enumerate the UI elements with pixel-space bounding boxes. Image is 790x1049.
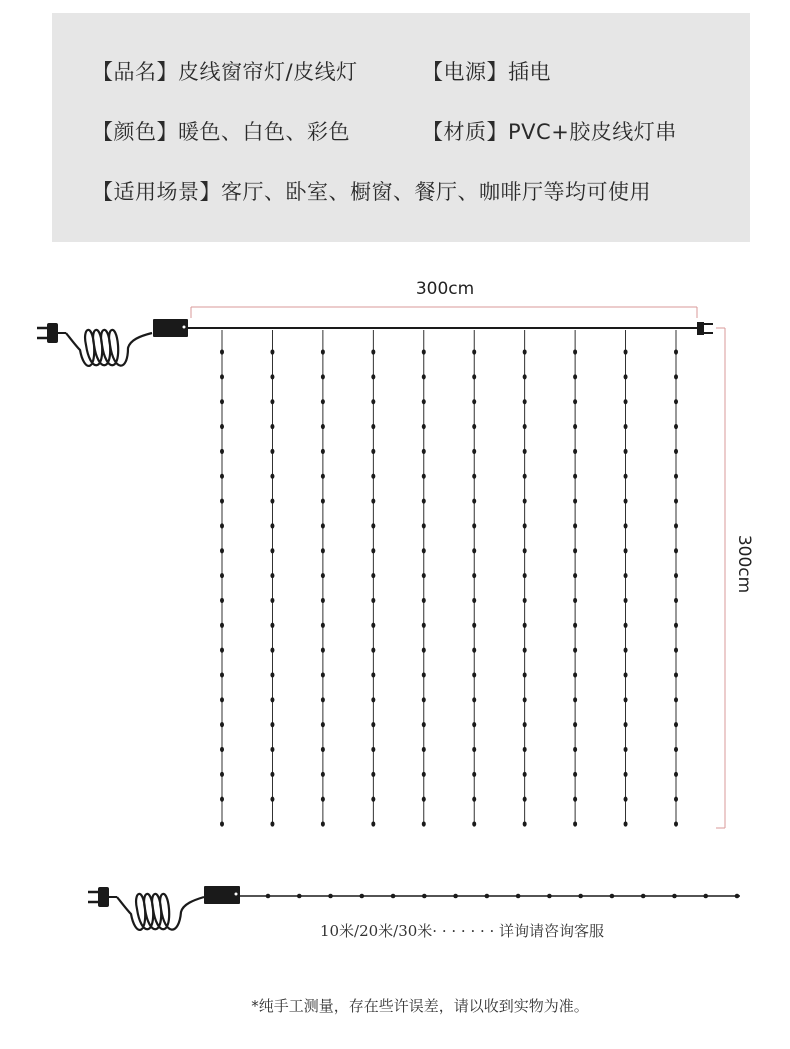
- bulb: [674, 598, 678, 603]
- light-strands: [220, 330, 678, 827]
- bulb: [270, 424, 274, 429]
- bulb: [270, 349, 274, 354]
- bulb: [472, 623, 476, 628]
- string-bulb: [641, 894, 646, 899]
- bulb: [472, 474, 476, 479]
- bulb: [422, 672, 426, 677]
- bulb: [270, 573, 274, 578]
- bulb: [422, 523, 426, 528]
- width-label: 300cm: [415, 279, 475, 299]
- bulb: [371, 747, 375, 752]
- bulb: [371, 672, 375, 677]
- bulb: [371, 772, 375, 777]
- bulb: [371, 523, 375, 528]
- bulb: [220, 598, 224, 603]
- bulb: [472, 449, 476, 454]
- bulb: [371, 424, 375, 429]
- footnote: *纯手工测量，存在些许误差，请以收到实物为准。: [251, 997, 589, 1015]
- bulb: [321, 498, 325, 503]
- bulb: [523, 648, 527, 653]
- bulb: [573, 548, 577, 553]
- bulb: [422, 349, 426, 354]
- bulb: [523, 474, 527, 479]
- bulb: [523, 821, 527, 826]
- string-bulb: [391, 894, 396, 899]
- bulb: [523, 424, 527, 429]
- bulb: [674, 498, 678, 503]
- bulb: [624, 573, 628, 578]
- bulb: [523, 349, 527, 354]
- length-note: 10米/20米/30米· · · · · · · 详询请咨询客服: [319, 922, 605, 940]
- bulb: [371, 573, 375, 578]
- bulb: [220, 623, 224, 628]
- bulb: [321, 349, 325, 354]
- bulb: [472, 772, 476, 777]
- bulb: [523, 772, 527, 777]
- bulb: [270, 747, 274, 752]
- bulb: [220, 548, 224, 553]
- bulb: [472, 498, 476, 503]
- width-dimension: [191, 279, 697, 318]
- bulb: [321, 623, 325, 628]
- bulb: [371, 399, 375, 404]
- bulb: [573, 772, 577, 777]
- string-bulb: [453, 894, 458, 899]
- bulb: [270, 623, 274, 628]
- bulb: [270, 474, 274, 479]
- bulb: [371, 498, 375, 503]
- string-bulb: [547, 894, 552, 899]
- bulb: [573, 449, 577, 454]
- bulb: [422, 498, 426, 503]
- bulb: [674, 349, 678, 354]
- bulb: [523, 449, 527, 454]
- bulb: [523, 573, 527, 578]
- string-bulb: [485, 894, 490, 899]
- bulb: [270, 672, 274, 677]
- bulb: [220, 374, 224, 379]
- bulb: [523, 747, 527, 752]
- bulb: [422, 424, 426, 429]
- bulb: [220, 648, 224, 653]
- bulb: [270, 772, 274, 777]
- bulb: [624, 772, 628, 777]
- bulb: [220, 573, 224, 578]
- bulb: [422, 747, 426, 752]
- bulb: [674, 821, 678, 826]
- bulb: [321, 672, 325, 677]
- bulb: [270, 722, 274, 727]
- bulb: [371, 349, 375, 354]
- spec-material: 【材质】PVC+胶皮线灯串: [422, 120, 677, 144]
- bulb: [371, 648, 375, 653]
- string-bulb: [360, 894, 365, 899]
- bulb: [624, 598, 628, 603]
- bulb: [523, 722, 527, 727]
- bulb: [624, 747, 628, 752]
- bulb: [321, 548, 325, 553]
- bulb: [674, 399, 678, 404]
- bulb: [371, 598, 375, 603]
- bulb: [270, 498, 274, 503]
- bulb: [573, 374, 577, 379]
- bulb: [422, 623, 426, 628]
- bulb: [624, 821, 628, 826]
- bulb: [270, 697, 274, 702]
- bulb: [422, 722, 426, 727]
- spec-name: 【品名】皮线窗帘灯/皮线灯: [92, 60, 358, 84]
- bulb: [624, 523, 628, 528]
- bulb: [422, 573, 426, 578]
- bulb: [472, 399, 476, 404]
- bulb: [321, 374, 325, 379]
- string-bulb: [703, 894, 708, 899]
- bulb: [371, 797, 375, 802]
- bulb: [220, 474, 224, 479]
- bulb: [371, 474, 375, 479]
- bulb: [472, 349, 476, 354]
- plug-icon-bottom: [88, 887, 117, 907]
- bulb: [472, 797, 476, 802]
- bulb: [674, 722, 678, 727]
- bulb: [624, 548, 628, 553]
- bulb: [270, 523, 274, 528]
- bulb: [220, 772, 224, 777]
- bulb: [422, 449, 426, 454]
- bulb: [321, 772, 325, 777]
- string-bulb: [672, 894, 677, 899]
- bulb: [674, 474, 678, 479]
- string-bulb: [610, 894, 615, 899]
- bulb: [270, 821, 274, 826]
- bulb: [624, 722, 628, 727]
- bulb: [321, 523, 325, 528]
- string-bulb: [328, 894, 333, 899]
- bulb: [371, 722, 375, 727]
- bulb: [523, 548, 527, 553]
- bulb: [523, 498, 527, 503]
- bulb: [472, 821, 476, 826]
- bulb: [371, 821, 375, 826]
- bulb: [220, 672, 224, 677]
- bulb: [472, 523, 476, 528]
- string-bulb: [516, 894, 521, 899]
- bulb: [422, 548, 426, 553]
- bulb: [472, 374, 476, 379]
- bulb: [624, 697, 628, 702]
- bulb: [472, 722, 476, 727]
- bulb: [573, 697, 577, 702]
- bulb: [624, 797, 628, 802]
- bulb: [371, 548, 375, 553]
- bulb: [422, 399, 426, 404]
- bulb: [573, 523, 577, 528]
- bulb: [624, 648, 628, 653]
- bulb: [624, 623, 628, 628]
- bulb: [422, 797, 426, 802]
- bulb: [422, 474, 426, 479]
- controller-box-bottom: [204, 886, 240, 904]
- bulb: [422, 374, 426, 379]
- string-bulb: [297, 894, 302, 899]
- bulb: [523, 374, 527, 379]
- bulb: [674, 523, 678, 528]
- bulb: [371, 697, 375, 702]
- bulb: [573, 349, 577, 354]
- bulb: [523, 598, 527, 603]
- bulb: [674, 424, 678, 429]
- bulb: [220, 399, 224, 404]
- bulb: [573, 648, 577, 653]
- bulb: [573, 722, 577, 727]
- bulb: [674, 772, 678, 777]
- bulb: [674, 374, 678, 379]
- bulb: [523, 623, 527, 628]
- bulb: [321, 598, 325, 603]
- bulb: [321, 747, 325, 752]
- bulb: [371, 374, 375, 379]
- bulb: [371, 449, 375, 454]
- bulb: [220, 747, 224, 752]
- bulb: [674, 548, 678, 553]
- bulb: [674, 672, 678, 677]
- bulb: [624, 498, 628, 503]
- coiled-cord: [66, 330, 152, 366]
- bulb: [472, 424, 476, 429]
- bulb: [422, 648, 426, 653]
- bulb: [270, 399, 274, 404]
- bulb: [472, 598, 476, 603]
- bulb: [674, 747, 678, 752]
- bulb: [472, 573, 476, 578]
- bulb: [573, 821, 577, 826]
- string-bulb: [578, 894, 583, 899]
- plug-icon: [37, 323, 66, 343]
- bulb: [422, 821, 426, 826]
- bulb: [321, 474, 325, 479]
- spec-color: 【颜色】暖色、白色、彩色: [92, 120, 350, 144]
- bulb: [321, 722, 325, 727]
- bulb: [573, 474, 577, 479]
- bulb: [422, 598, 426, 603]
- bulb: [573, 623, 577, 628]
- bulb: [573, 498, 577, 503]
- bulb: [321, 797, 325, 802]
- bulb: [422, 697, 426, 702]
- bulb: [624, 449, 628, 454]
- bulb: [674, 797, 678, 802]
- bulb: [220, 821, 224, 826]
- bulb: [472, 548, 476, 553]
- bulb: [573, 399, 577, 404]
- bulb: [523, 399, 527, 404]
- bulb: [472, 648, 476, 653]
- bulb: [220, 424, 224, 429]
- bulb: [220, 498, 224, 503]
- bulb: [573, 747, 577, 752]
- bulb: [523, 672, 527, 677]
- bulb: [624, 474, 628, 479]
- bulb: [674, 648, 678, 653]
- bulb: [573, 797, 577, 802]
- bulb: [321, 573, 325, 578]
- bulb: [472, 672, 476, 677]
- bulb: [220, 722, 224, 727]
- end-connector-icon: [697, 322, 713, 335]
- bulb: [624, 672, 628, 677]
- bulb: [523, 697, 527, 702]
- bulb: [674, 573, 678, 578]
- string-bulb: [422, 894, 427, 899]
- bulb: [321, 697, 325, 702]
- bulb: [220, 697, 224, 702]
- bulb: [523, 523, 527, 528]
- bulb: [270, 598, 274, 603]
- bulb: [270, 449, 274, 454]
- bulb: [674, 623, 678, 628]
- bulb: [472, 747, 476, 752]
- bulb: [573, 573, 577, 578]
- bulb: [270, 648, 274, 653]
- coiled-cord-bottom: [117, 894, 204, 930]
- bulb: [220, 449, 224, 454]
- controller-box: [153, 319, 188, 337]
- bulb: [573, 424, 577, 429]
- height-dimension: [716, 328, 754, 828]
- bulb: [422, 772, 426, 777]
- bulb: [624, 374, 628, 379]
- bulb: [321, 399, 325, 404]
- bulb: [573, 598, 577, 603]
- bulb: [321, 648, 325, 653]
- bulb: [270, 374, 274, 379]
- bulb: [472, 697, 476, 702]
- bulb: [321, 424, 325, 429]
- bulb: [321, 449, 325, 454]
- bulb: [674, 449, 678, 454]
- bulb: [624, 349, 628, 354]
- bulb: [674, 697, 678, 702]
- bulb: [371, 623, 375, 628]
- string-bulb: [266, 894, 271, 899]
- spec-scenes: 【适用场景】客厅、卧室、橱窗、餐厅、咖啡厅等均可使用: [92, 180, 651, 204]
- spec-power: 【电源】插电: [422, 60, 551, 84]
- bulb: [573, 672, 577, 677]
- bulb: [523, 797, 527, 802]
- string-bulb: [735, 894, 740, 899]
- height-label: 300cm: [734, 534, 754, 594]
- bulb: [220, 349, 224, 354]
- bulb: [624, 399, 628, 404]
- bulb: [321, 821, 325, 826]
- bulb: [220, 797, 224, 802]
- bulb: [270, 548, 274, 553]
- bulb: [270, 797, 274, 802]
- bulb: [220, 523, 224, 528]
- bulb: [624, 424, 628, 429]
